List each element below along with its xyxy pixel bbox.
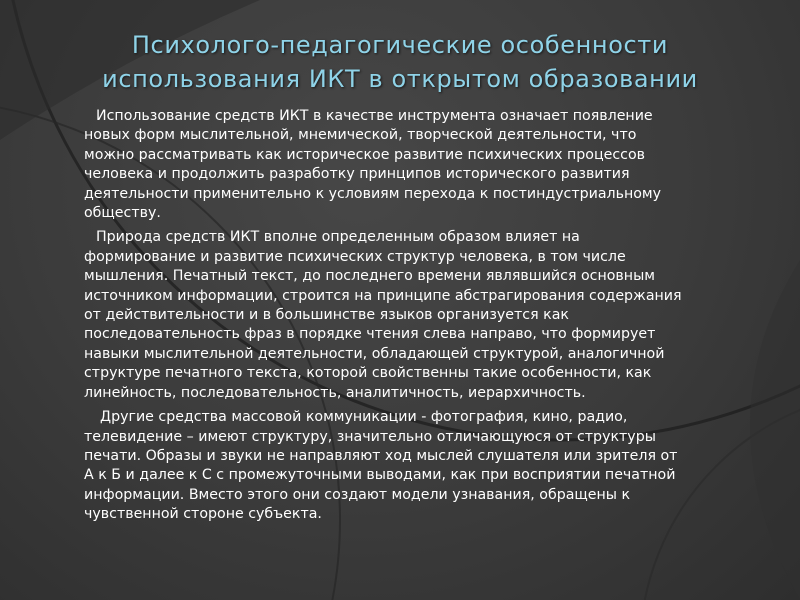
paragraph-3: Другие средства массовой коммуникации - фотография, кино, радио, телевидение – имеют структуру, значительно отличающуюся от структуры печати. Образы и звуки не направляют ход мыслей слушателя или зрителя от А к Б и далее к С с промежуточными выводами, как при восприятии печатной информации. Вместо этого они создают модели узнавания, обращены к чувственной стороне субъекта. (84, 409, 678, 523)
paragraph-2: Природа средств ИКТ вполне определенным образом влияет на формирование и развитие психических структур человека, в том числе мышления. Печатный текст, до последнего времени являвшийся основным источником информации, строится на принципе абстрагирования содержания от действительности и в большинстве языков организуется как последовательность фраз в порядке чтения слева направо, что формирует навыки мыслительной деятельности, обладающей структурой, аналогичной структуре печатного текста, которой свойственны такие особенности, как линейность, последовательность, аналитичность, иерархичность. (84, 229, 682, 401)
slide-body (84, 107, 684, 530)
paragraph-1: Использование средств ИКТ в качестве инструмента означает появление новых форм мыслительной, мнемической, творческой деятельности, что можно рассматривать как историческое развитие психических процессов человека и продолжить разработку принципов исторического развития деятельности применительно к условиям перехода к постиндустриальному обществу. (84, 108, 662, 222)
slide-title (30, 28, 770, 96)
slide-title-line-1: Психолого-педагогические особенности (131, 31, 669, 59)
slide-title-line-2: использования ИКТ в открытом образовании (102, 65, 698, 93)
